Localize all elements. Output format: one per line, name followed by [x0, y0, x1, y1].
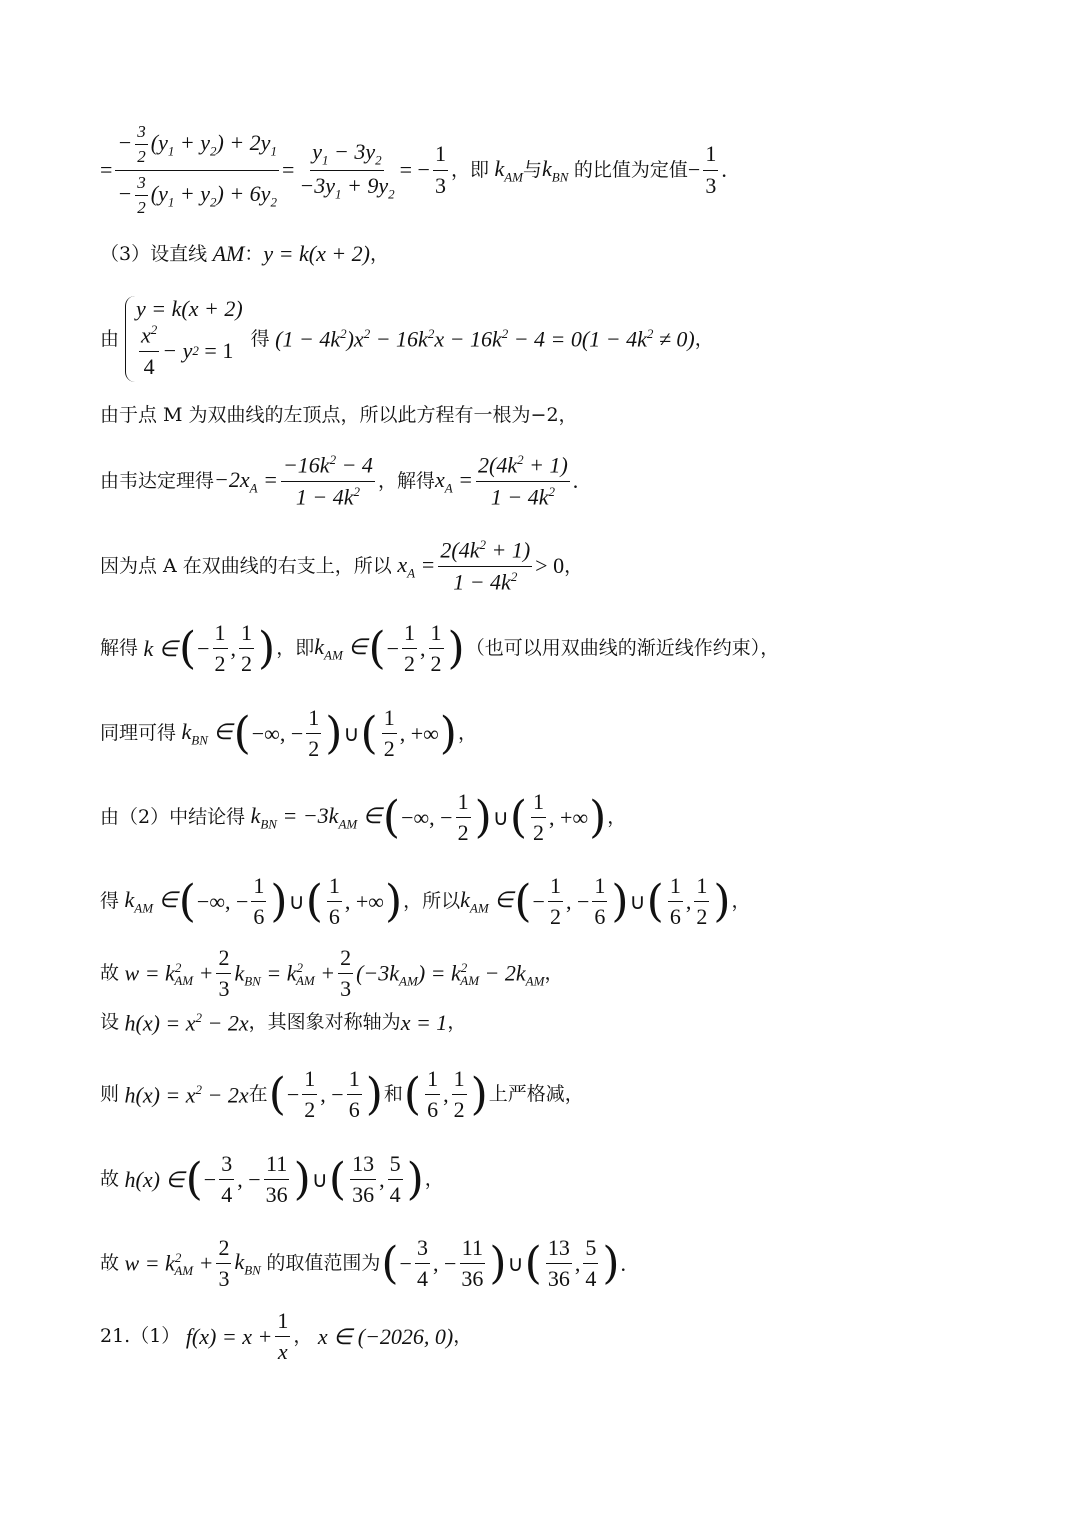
text-l10-mid: ，所以 — [403, 890, 461, 913]
text-l3-mid: 得 — [250, 327, 270, 350]
line-w-expression: 故 $w = k^2_{AM}$ + $\frac{2}{3}$ $k_{BN} = k^2_{AM}$ + $\frac{2}{3}$ $(-3k_{AM}) = k^2_{AM} - 2k_{AM}$ ， — [100, 945, 564, 1002]
line-system: 由 y = k(x + 2) $\frac{x^2}{4}$ − y 2 = 1 得 $(1 - 4k^2)x^2 - 16k^2x - 16k^2 - 4 = 0(1 - 4k^2 \ne 0)$ ， — [100, 296, 714, 382]
line-k-range: 解得 k ∈ ( − $\frac{1}{2}$ , $\frac{1}{2}$ ) ，即 $k_{AM}$ ∈ ( − $\frac{1}{2}$ , $\frac{1}{2}$ ) （也可以用双曲线的渐近线作约束）， — [100, 620, 780, 677]
line-set-line-am: （3）设直线 AM ： y = k(x + 2) ， — [100, 241, 390, 266]
text-l16: 21.（1） — [100, 1325, 181, 1348]
text-l13-suffix: 上严格减， — [488, 1083, 584, 1106]
text-l2: （3）设直线 — [100, 242, 208, 265]
text-l9: 由（2）中结论得 — [100, 806, 246, 829]
text-l3: 由 — [100, 327, 120, 350]
line-ratio-result: = − $\frac{3}{2}$ $(y_1 + y_2) + 2y_1$ − $\frac{3}{2}$ $(y_1 + y_2) + 6y_2$ = $\frac{y_1 - 3y_2}{-3y_1 + 9y_2}$ = − $\frac{1}{3}$ ，即 $k_{AM}$ 与 $k_{BN}$ 的比值为定值 − $\frac{1}{3}$ . — [100, 122, 727, 218]
text-l12-mid: ，其图象对称轴为 — [248, 1011, 401, 1034]
equation-system: y = k(x + 2) $\frac{x^2}{4}$ − y 2 = 1 — [125, 296, 243, 382]
text-l12: 设 — [100, 1011, 120, 1034]
text-l5-mid: ，解得 — [377, 469, 435, 492]
text-l15: 故 — [100, 1252, 120, 1275]
text-l8: 同理可得 — [100, 722, 177, 745]
text-l6: 因为点 A 在双曲线的右支上，所以 — [100, 554, 392, 577]
line-kbn-range: 同理可得 $k_{BN}$ ∈ ( −∞, − $\frac{1}{2}$ ) ∪ ( $\frac{1}{2}$ , +∞ ) ， — [100, 705, 477, 762]
text-l15-mid: 的取值范围为 — [266, 1252, 381, 1275]
text-l13: 则 — [100, 1083, 120, 1106]
line-kam-final: 得 $k_{AM}$ ∈ ( −∞, − $\frac{1}{6}$ ) ∪ ( $\frac{1}{6}$ , +∞ ) ，所以 $k_{AM}$ ∈ ( − $\frac{1}{2}$ , − $\frac{1}{6}$ ) ∪ ( $\frac{1}{6}$ , $\frac{1}{2}$ ) ， — [100, 873, 751, 930]
text-l14: 故 — [100, 1168, 120, 1191]
line-vieta: 由韦达定理得 $-2x_A$ = $\frac{-16k^2 - 4}{1 - 4k^2}$ ，解得 $x_A$ = $\frac{2(4k^2 + 1)}{1 - 4k^2}$ . — [100, 452, 579, 510]
line-w-range: 故 $w = k^2_{AM}$ + $\frac{2}{3}$ $k_{BN}$ 的取值范围为 ( − $\frac{3}{4}$ , − $\frac{11}{36}$ ) ∪ ( $\frac{13}{36}$ , $\frac{5}{4}$ ) . — [100, 1235, 626, 1292]
line-problem-21: 21.（1） f(x) = x + $\frac{1}{x}$ ， x ∈ (−2026, 0) ， — [100, 1308, 473, 1365]
fraction-ratio: − $\frac{3}{2}$ $(y_1 + y_2) + 2y_1$ − $\frac{3}{2}$ $(y_1 + y_2) + 6y_2$ — [117, 122, 277, 218]
text-l11: 故 — [100, 962, 120, 985]
text-l5: 由韦达定理得 — [100, 469, 215, 492]
text-l4: 由于点 M 为双曲线的左顶点，所以此方程有一根为−2， — [100, 404, 578, 426]
text-l1: ，即 — [450, 158, 489, 181]
text-l13-mid: 在 — [248, 1083, 268, 1106]
line-h-define: 设 $h(x) = x^2 - 2x$ ，其图象对称轴为 x = 1 ， — [100, 1009, 467, 1036]
line-right-branch: 因为点 A 在双曲线的右支上，所以 $x_A$ = $\frac{2(4k^2 + 1)}{1 - 4k^2}$ > 0 ， — [100, 537, 584, 595]
text-l7-suffix: （也可以用双曲线的渐近线作约束）， — [465, 637, 780, 660]
line-root — [100, 406, 578, 425]
text-l7-mid: ，即 — [276, 637, 315, 660]
text-l1c: 的比值为定值 — [573, 158, 688, 181]
text-l13-mid2: 和 — [383, 1083, 403, 1106]
text-l1b: 与 — [523, 158, 543, 181]
line-h-range: 故 h(x) ∈ ( − $\frac{3}{4}$ , − $\frac{11}{36}$ ) ∪ ( $\frac{13}{36}$ , $\frac{5}{4}$ ) ， — [100, 1151, 444, 1208]
text-l7: 解得 — [100, 637, 139, 660]
line-h-decreasing: 则 $h(x) = x^2 - 2x$ 在 ( − $\frac{1}{2}$ , − $\frac{1}{6}$ ) 和 ( $\frac{1}{6}$ , $\frac{1}{2}$ ) 上严格减， — [100, 1066, 584, 1123]
text-l10: 得 — [100, 890, 120, 913]
line-conclusion-2: 由（2）中结论得 $k_{BN} = -3k_{AM}$ ∈ ( −∞, − $\frac{1}{2}$ ) ∪ ( $\frac{1}{2}$ , +∞ ) ， — [100, 789, 627, 846]
